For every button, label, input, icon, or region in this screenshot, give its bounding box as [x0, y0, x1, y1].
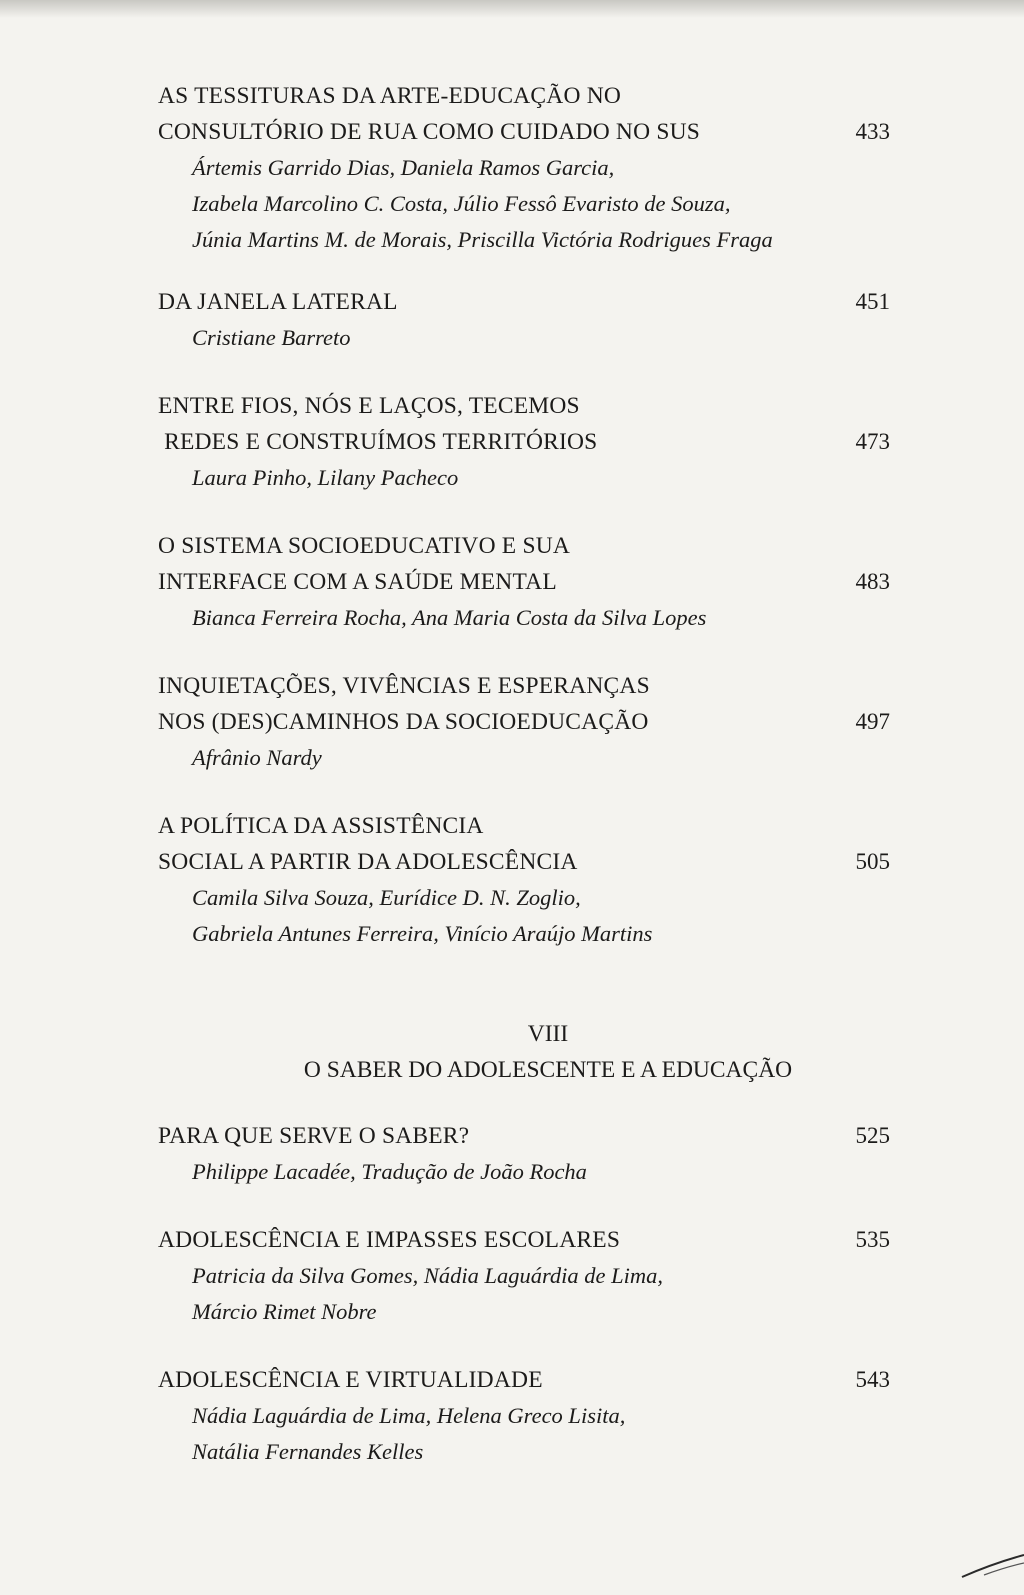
section-heading	[158, 1016, 890, 1088]
entry-authors-line: Gabriela Antunes Ferreira, Vinício Araújo Martins	[192, 921, 653, 946]
toc-entry	[158, 1118, 890, 1190]
entry-authors-line: Márcio Rimet Nobre	[192, 1299, 377, 1324]
entry-authors-line: Camila Silva Souza, Eurídice D. N. Zoglio,	[192, 885, 581, 910]
entry-title-line: REDES E CONSTRUÍMOS TERRITÓRIOS	[158, 429, 598, 455]
toc-part-2	[158, 1118, 890, 1470]
entry-title-line: INTERFACE COM A SAÚDE MENTAL	[158, 569, 557, 595]
entry-title-line: CONSULTÓRIO DE RUA COMO CUIDADO NO SUS	[158, 119, 701, 145]
entry-page-number: 525	[855, 1123, 890, 1148]
toc-entry	[158, 528, 890, 636]
toc-part-1	[158, 78, 890, 952]
entry-page-number: 451	[855, 289, 890, 314]
entry-title-line: ADOLESCÊNCIA E IMPASSES ESCOLARES	[158, 1227, 621, 1253]
entry-page-number: 433	[855, 119, 890, 144]
entry-authors-line: Afrânio Nardy	[192, 745, 322, 770]
toc-entry	[158, 668, 890, 776]
corner-scan-mark	[954, 1541, 1024, 1581]
entry-page-number: 505	[855, 849, 890, 874]
toc-entry	[158, 1362, 890, 1470]
entry-authors-line: Natália Fernandes Kelles	[192, 1439, 424, 1464]
entry-authors-line: Júnia Martins M. de Morais, Priscilla Victória Rodrigues Fraga	[192, 227, 773, 252]
entry-title-line: AS TESSITURAS DA ARTE-EDUCAÇÃO NO	[158, 83, 622, 109]
entry-title-line: INQUIETAÇÕES, VIVÊNCIAS E ESPERANÇAS	[158, 673, 650, 699]
entry-page-number: 543	[855, 1367, 890, 1392]
toc-entry	[158, 808, 890, 952]
entry-title-line: A POLÍTICA DA ASSISTÊNCIA	[158, 813, 484, 839]
toc-entry	[158, 284, 890, 356]
entry-title-line: ADOLESCÊNCIA E VIRTUALIDADE	[158, 1367, 543, 1393]
entry-title-line: ENTRE FIOS, NÓS E LAÇOS, TECEMOS	[158, 393, 580, 419]
toc-entry	[158, 1222, 890, 1330]
entry-authors-line: Philippe Lacadée, Tradução de João Rocha	[192, 1159, 587, 1184]
toc-entry	[158, 388, 890, 496]
entry-authors-line: Laura Pinho, Lilany Pacheco	[192, 465, 459, 490]
section-title: O SABER DO ADOLESCENTE E A EDUCAÇÃO	[303, 1057, 793, 1083]
entry-page-number: 497	[855, 709, 890, 734]
table-of-contents	[158, 78, 890, 1470]
entry-title-line: PARA QUE SERVE O SABER?	[158, 1123, 470, 1149]
entry-page-number: 483	[855, 569, 890, 594]
entry-authors-line: Bianca Ferreira Rocha, Ana Maria Costa da Silva Lopes	[192, 605, 707, 630]
entry-authors-line: Cristiane Barreto	[192, 325, 351, 350]
entry-page-number: 473	[855, 429, 890, 454]
entry-authors-line: Nádia Laguárdia de Lima, Helena Greco Lisita,	[192, 1403, 626, 1428]
entry-title-line: DA JANELA LATERAL	[158, 289, 398, 315]
toc-entry	[158, 78, 890, 258]
page-top-shadow	[0, 0, 1024, 18]
entry-page-number: 535	[855, 1227, 890, 1252]
entry-authors-line: Ártemis Garrido Dias, Daniela Ramos Garcia,	[192, 155, 615, 180]
entry-authors-line: Patricia da Silva Gomes, Nádia Laguárdia de Lima,	[192, 1263, 664, 1288]
entry-title-line: NOS (DES)CAMINHOS DA SOCIOEDUCAÇÃO	[158, 709, 649, 735]
section-number: VIII	[527, 1021, 569, 1047]
entry-title-line: SOCIAL A PARTIR DA ADOLESCÊNCIA	[158, 849, 578, 875]
entry-authors-line: Izabela Marcolino C. Costa, Júlio Fessô Evaristo de Souza,	[192, 191, 731, 216]
entry-title-line: O SISTEMA SOCIOEDUCATIVO E SUA	[158, 533, 571, 559]
